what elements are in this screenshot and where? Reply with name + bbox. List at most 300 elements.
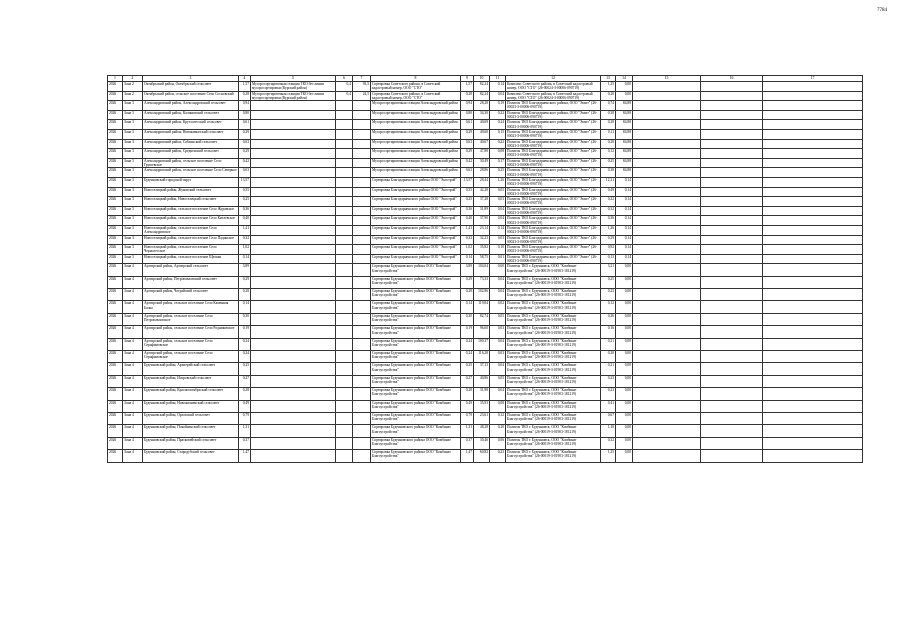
cell-zone: Зона 4: [123, 400, 143, 412]
cell-v10: 37,28: [474, 197, 490, 207]
cell-rec: Полигон ТКО Благодарненского района, ООО "Экзит" (26-00023-З-00006-090719): [506, 129, 601, 139]
cell-mun: Александровский район, Средненский сельсовет: [143, 149, 239, 159]
cell-fac: [251, 129, 336, 139]
cell-v14: 0,14: [616, 235, 633, 245]
cell-v9: 1,47: [461, 450, 474, 462]
table-row: [108, 412, 863, 424]
cell-dest: Сортировка Буденновского района ООО "Комбинат Благоустройства": [371, 301, 461, 313]
cell-v14: 0,00: [616, 425, 633, 437]
cell-year: 2026: [108, 313, 123, 325]
cell-v11: 0,05: [490, 313, 506, 325]
cell-empty: [701, 149, 763, 159]
cell-empty: [633, 139, 701, 149]
cell-v9: 0,42: [461, 158, 474, 168]
cell-v10: 37,90: [474, 216, 490, 226]
cell-c7: [353, 245, 371, 255]
cell-empty: [633, 168, 701, 178]
table-row: [108, 158, 863, 168]
cell-v11: 0,19: [490, 101, 506, 111]
cell-v11: 0,08: [490, 149, 506, 159]
cell-vol: 1,41: [239, 225, 251, 235]
cell-fac: [251, 338, 336, 350]
cell-year: 2026: [108, 450, 123, 462]
cell-v11: 1,26: [490, 177, 506, 187]
cell-v10: 96,60: [474, 326, 490, 338]
cell-empty: [701, 82, 763, 92]
cell-year: 2026: [108, 412, 123, 424]
cell-c6: [336, 254, 353, 264]
cell-v11: 0,24: [490, 120, 506, 130]
cell-year: 2026: [108, 301, 123, 313]
table-row: [108, 400, 863, 412]
cell-fac: [251, 351, 336, 363]
cell-v14: 0,00: [616, 301, 633, 313]
table-row: [108, 225, 863, 235]
column-header-5: 5: [251, 76, 336, 82]
cell-empty: [701, 168, 763, 178]
cell-v10: 60,82: [474, 450, 490, 462]
cell-dest: Сортировка Благодарненского района ООО "Экострой": [371, 177, 461, 187]
column-header-17: 17: [763, 76, 863, 82]
cell-empty: [701, 245, 763, 255]
cell-v9: 0,14: [461, 301, 474, 313]
cell-empty: [763, 110, 863, 120]
cell-v14: 84,88: [616, 129, 633, 139]
cell-empty: [763, 338, 863, 350]
cell-empty: [633, 425, 701, 437]
cell-empty: [633, 363, 701, 375]
cell-empty: [633, 82, 701, 92]
column-header-15: 15: [633, 76, 701, 82]
cell-rec: Полигон ТКО г. Буденновск, ООО "Комбинат Благоустройства" (26-00019-З-01903-181219): [506, 276, 601, 288]
cell-empty: [633, 206, 701, 216]
cell-c7: [353, 400, 371, 412]
cell-empty: [633, 149, 701, 159]
cell-mun: Новоселицкий район, сельское поселение Село Падинское: [143, 235, 239, 245]
cell-c6: [336, 187, 353, 197]
table-row: [108, 276, 863, 288]
cell-mun: Октябрьский район, сельское поселение Село Сосновский: [143, 91, 239, 101]
cell-empty: [763, 450, 863, 462]
cell-year: 2026: [108, 82, 123, 92]
cell-rec: Полигон ТКО Благодарненского района, ООО "Экзит" (26-00023-З-00006-090719): [506, 158, 601, 168]
cell-empty: [633, 412, 701, 424]
cell-vol: 0,24: [239, 351, 251, 363]
cell-c6: [336, 388, 353, 400]
cell-fac: [251, 437, 336, 449]
cell-empty: [763, 375, 863, 387]
cell-fac: [251, 216, 336, 226]
cell-empty: [701, 276, 763, 288]
cell-zone: Зона 4: [123, 338, 143, 350]
cell-empty: [701, 301, 763, 313]
cell-v11: 0,03: [490, 351, 506, 363]
cell-v13: 0,13: [601, 254, 616, 264]
column-header-9: 9: [461, 76, 474, 82]
cell-dest: Сортировка Благодарненского района ООО "Экострой": [371, 216, 461, 226]
cell-empty: [701, 412, 763, 424]
cell-empty: [701, 388, 763, 400]
cell-empty: [763, 168, 863, 178]
cell-v9: 0,37: [461, 437, 474, 449]
cell-vol: 0,32: [239, 235, 251, 245]
cell-year: 2026: [108, 388, 123, 400]
table-body: [108, 82, 863, 463]
cell-mun: Буденновский район, Прасковейский сельсовет: [143, 437, 239, 449]
table-row: [108, 235, 863, 245]
cell-c7: [353, 301, 371, 313]
table-row: [108, 289, 863, 301]
cell-empty: [701, 289, 763, 301]
cell-empty: [633, 276, 701, 288]
cell-v11: 0,04: [490, 91, 506, 101]
cell-c6: [336, 363, 353, 375]
cell-mun: Александровский район, Саблинский сельсовет: [143, 139, 239, 149]
cell-v10: 73,33: [474, 276, 490, 288]
cell-zone: Зона 4: [123, 313, 143, 325]
cell-v13: 0,23: [601, 388, 616, 400]
cell-empty: [633, 400, 701, 412]
cell-zone: Зона 4: [123, 425, 143, 437]
cell-rec: Полигон ТКО г. Буденновск, ООО "Комбинат Благоустройства" (26-00019-З-01903-181219): [506, 450, 601, 462]
cell-rec: Полигон ТКО г. Буденновск, ООО "Комбинат Благоустройства" (26-00019-З-01903-181219): [506, 313, 601, 325]
cell-empty: [763, 82, 863, 92]
cell-fac: [251, 289, 336, 301]
cell-empty: [633, 375, 701, 387]
column-header-14: 14: [616, 76, 633, 82]
cell-v14: 84,88: [616, 149, 633, 159]
cell-c7: [353, 351, 371, 363]
cell-c6: [336, 450, 353, 462]
cell-year: 2026: [108, 129, 123, 139]
table-row: [108, 197, 863, 207]
cell-mun: Арзгирский район, сельское поселение Село Петропавловское: [143, 313, 239, 325]
cell-year: 2026: [108, 351, 123, 363]
cell-v14: 0,00: [616, 276, 633, 288]
cell-dest: Сортировка Благодарненского района ООО "Экострой": [371, 197, 461, 207]
cell-rec: Полигон ТКО Благодарненского района, ООО "Экзит" (26-00023-З-00006-090719): [506, 168, 601, 178]
cell-mun: Новоселицкий район, сельское поселение Щелкан: [143, 254, 239, 264]
cell-c7: [353, 197, 371, 207]
cell-year: 2026: [108, 400, 123, 412]
cell-v13: 0,41: [601, 400, 616, 412]
cell-c6: [336, 400, 353, 412]
cell-v11: 0,05: [490, 375, 506, 387]
cell-vol: 0,80: [239, 110, 251, 120]
cell-dest: Мусоросортировочная станция Александровский район: [371, 101, 461, 111]
cell-c6: [336, 301, 353, 313]
cell-rec: Полигон ТКО Благодарненского района, ООО "Экзит" (26-00023-З-00006-090719): [506, 245, 601, 255]
cell-v13: 0,28: [601, 120, 616, 130]
cell-vol: 3,89: [239, 264, 251, 276]
cell-c7: [353, 338, 371, 350]
cell-v9: 1,57: [461, 82, 474, 92]
cell-vol: 0,25: [239, 197, 251, 207]
cell-empty: [763, 425, 863, 437]
cell-c6: [336, 276, 353, 288]
cell-v11: 0,04: [490, 289, 506, 301]
cell-c6: [336, 110, 353, 120]
cell-v10: 30,46: [474, 437, 490, 449]
cell-year: 2026: [108, 363, 123, 375]
cell-zone: Зона 4: [123, 301, 143, 313]
cell-empty: [701, 206, 763, 216]
cell-v13: 0,12: [601, 301, 616, 313]
cell-v13: 1,25: [601, 82, 616, 92]
cell-v14: 0,00: [616, 437, 633, 449]
cell-empty: [763, 120, 863, 130]
cell-zone: Зона 4: [123, 326, 143, 338]
column-header-11: 11: [490, 76, 506, 82]
cell-v9: 0,63: [461, 168, 474, 178]
cell-v11: 0,12: [490, 412, 506, 424]
cell-c6: [336, 101, 353, 111]
cell-fac: [251, 388, 336, 400]
cell-v9: 0,49: [461, 400, 474, 412]
cell-v14: 0,00: [616, 82, 633, 92]
cell-dest: Сортировка Буденновского района ООО "Комбинат Благоустройства": [371, 351, 461, 363]
cell-empty: [763, 129, 863, 139]
cell-mun: Буденновский район, Новожизненский сельсовет: [143, 400, 239, 412]
cell-fac: [251, 313, 336, 325]
column-header-8: 8: [371, 76, 461, 82]
cell-empty: [701, 264, 763, 276]
cell-v11: 0,03: [490, 197, 506, 207]
cell-v13: 0,21: [601, 338, 616, 350]
cell-year: 2026: [108, 375, 123, 387]
table-row: [108, 388, 863, 400]
cell-empty: [763, 412, 863, 424]
cell-v10: 31,98: [474, 388, 490, 400]
cell-v13: 0,49: [601, 187, 616, 197]
cell-c7: [353, 326, 371, 338]
cell-v9: 0,61: [461, 120, 474, 130]
cell-c7: 93,5: [353, 82, 371, 92]
cell-v10: 37,13: [474, 363, 490, 375]
cell-empty: [633, 225, 701, 235]
cell-v9: 0,24: [461, 338, 474, 350]
cell-empty: [763, 149, 863, 159]
cell-v14: 0,00: [616, 388, 633, 400]
cell-dest: Сортировка Благодарненского района ООО "Экострой": [371, 235, 461, 245]
cell-v13: 0,92: [601, 245, 616, 255]
cell-empty: [701, 326, 763, 338]
cell-v11: 0,02: [490, 301, 506, 313]
cell-c6: 0,4: [336, 82, 353, 92]
data-table-wrapper: [107, 75, 862, 463]
column-header-16: 16: [701, 76, 763, 82]
cell-zone: Зона 3: [123, 245, 143, 255]
cell-vol: 0,27: [239, 375, 251, 387]
cell-zone: Зона 3: [123, 225, 143, 235]
cell-year: 2026: [108, 254, 123, 264]
cell-year: 2026: [108, 168, 123, 178]
cell-rec: Полигон ТКО Благодарненского района, ООО "Экзит" (26-00023-З-00006-090719): [506, 149, 601, 159]
cell-fac: Мусоросортировочная станция ТКО без линии мусоросортировки (Курский район): [251, 91, 336, 101]
cell-fac: [251, 400, 336, 412]
cell-v13: 0,36: [601, 216, 616, 226]
cell-zone: Зона 4: [123, 289, 143, 301]
cell-v14: 84,88: [616, 101, 633, 111]
cell-v10: 47,88: [474, 149, 490, 159]
cell-mun: Новоселицкий район, Новоселицкий сельсовет: [143, 197, 239, 207]
cell-v13: 1,10: [601, 425, 616, 437]
cell-c7: [353, 225, 371, 235]
cell-v13: 0,38: [601, 110, 616, 120]
cell-vol: 0,37: [239, 437, 251, 449]
cell-v13: 12,31: [601, 177, 616, 187]
table-row: [108, 264, 863, 276]
cell-v11: 0,22: [490, 139, 506, 149]
cell-v13: 0,29: [601, 235, 616, 245]
cell-c7: [353, 313, 371, 325]
cell-empty: [763, 388, 863, 400]
cell-empty: [633, 338, 701, 350]
cell-vol: 0,28: [239, 388, 251, 400]
cell-c6: [336, 289, 353, 301]
cell-dest: Сортировка Благодарненского района ООО "Экострой": [371, 206, 461, 216]
cell-v9: 3,89: [461, 264, 474, 276]
table-row: [108, 177, 863, 187]
cell-fac: [251, 101, 336, 111]
cell-zone: Зона 4: [123, 437, 143, 449]
cell-vol: 0,61: [239, 120, 251, 130]
cell-dest: Сортировка Буденновского района ООО "Комбинат Благоустройства": [371, 437, 461, 449]
cell-c6: [336, 313, 353, 325]
cell-zone: Зона 3: [123, 120, 143, 130]
cell-rec: Полигон ТКО Благодарненского района, ООО "Экзит" (26-00023-З-00006-090719): [506, 101, 601, 111]
cell-zone: Зона 3: [123, 206, 143, 216]
cell-vol: 0,14: [239, 254, 251, 264]
cell-dest: Сортировка Буденновского района ООО "Комбинат Благоустройства": [371, 264, 461, 276]
cell-empty: [763, 326, 863, 338]
cell-fac: [251, 412, 336, 424]
cell-year: 2026: [108, 139, 123, 149]
cell-empty: [763, 158, 863, 168]
cell-v9: 0,14: [461, 254, 474, 264]
cell-fac: [251, 363, 336, 375]
cell-vol: 0,63: [239, 168, 251, 178]
cell-mun: Буденновский район, Краснооктябрьский сельсовет: [143, 388, 239, 400]
cell-c7: [353, 216, 371, 226]
cell-vol: 1,02: [239, 245, 251, 255]
cell-v13: 0,32: [601, 437, 616, 449]
cell-empty: [701, 139, 763, 149]
cell-v14: 0,00: [616, 338, 633, 350]
cell-rec: Полигон ТКО г. Буденновск, ООО "Комбинат Благоустройства" (26-00019-З-01903-181219): [506, 400, 601, 412]
cell-c6: [336, 129, 353, 139]
cell-mun: Александровский район, сельское поселение Село Грушевское: [143, 158, 239, 168]
cell-v13: 0,12: [601, 149, 616, 159]
cell-v9: 0,80: [461, 110, 474, 120]
cell-v11: 0,04: [490, 363, 506, 375]
cell-zone: Зона 4: [123, 264, 143, 276]
cell-empty: [763, 245, 863, 255]
cell-v10: 35,82: [474, 245, 490, 255]
table-row: [108, 338, 863, 350]
cell-rec: Полигон ТКО г. Буденновск, ООО "Комбинат Благоустройства" (26-00019-З-01903-181219): [506, 326, 601, 338]
cell-v11: 0,01: [490, 254, 506, 264]
cell-mun: Буденновский район, Архиерейский сельсовет: [143, 363, 239, 375]
cell-v14: 0,14: [616, 245, 633, 255]
cell-v14: 0,00: [616, 351, 633, 363]
cell-v10: 40,86: [474, 375, 490, 387]
cell-v11: 0,20: [490, 425, 506, 437]
cell-v14: 0,00: [616, 412, 633, 424]
cell-v14: 84,88: [616, 168, 633, 178]
cell-empty: [763, 363, 863, 375]
table-row: [108, 245, 863, 255]
cell-v9: 0,28: [461, 289, 474, 301]
cell-vol: 0,30: [239, 313, 251, 325]
cell-vol: 0,14: [239, 301, 251, 313]
cell-rec: Полигон ТКО г. Буденновск, ООО "Комбинат Благоустройства" (26-00019-З-01903-181219): [506, 301, 601, 313]
cell-v13: 0,22: [601, 197, 616, 207]
cell-c7: [353, 139, 371, 149]
cell-empty: [763, 197, 863, 207]
cell-v14: 0,14: [616, 216, 633, 226]
cell-fac: [251, 225, 336, 235]
cell-c6: 0,4: [336, 91, 353, 101]
cell-dest: Сортировка Буденновского района ООО "Комбинат Благоустройства": [371, 276, 461, 288]
cell-year: 2026: [108, 289, 123, 301]
cell-rec: Полигон ТКО Благодарненского района, ООО "Экзит" (26-00023-З-00006-090719): [506, 139, 601, 149]
cell-v10: 119,84: [474, 301, 490, 313]
cell-year: 2026: [108, 264, 123, 276]
cell-year: 2026: [108, 276, 123, 288]
cell-zone: Зона 3: [123, 101, 143, 111]
table-row: [108, 326, 863, 338]
cell-mun: Буденновский район, Орловский сельсовет: [143, 412, 239, 424]
cell-c7: [353, 276, 371, 288]
cell-empty: [763, 216, 863, 226]
cell-vol: 1,47: [239, 450, 251, 462]
cell-vol: 0,42: [239, 158, 251, 168]
cell-v14: 0,14: [616, 187, 633, 197]
cell-v11: 0,25: [490, 168, 506, 178]
cell-zone: Зона 3: [123, 254, 143, 264]
cell-v14: 0,00: [616, 326, 633, 338]
column-header-12: 12: [506, 76, 601, 82]
cell-year: 2026: [108, 437, 123, 449]
cell-rec: Полигон ТКО г. Буденновск, ООО "Комбинат Благоустройства" (26-00019-З-01903-181219): [506, 388, 601, 400]
cell-empty: [701, 187, 763, 197]
cell-empty: [633, 313, 701, 325]
cell-dest: Мусоросортировочная станция Александровский район: [371, 158, 461, 168]
cell-mun: Александровский район, Круглолесский сельсовет: [143, 120, 239, 130]
cell-empty: [701, 363, 763, 375]
cell-c6: [336, 375, 353, 387]
table-row: [108, 101, 863, 111]
cell-v14: 0,00: [616, 363, 633, 375]
cell-v10: 82,24: [474, 91, 490, 101]
cell-c7: [353, 375, 371, 387]
cell-empty: [701, 313, 763, 325]
cell-empty: [633, 245, 701, 255]
cell-empty: [633, 254, 701, 264]
cell-fac: [251, 326, 336, 338]
cell-empty: [633, 158, 701, 168]
cell-mun: Новоселицкий район, сельское поселение Село Александровское: [143, 225, 239, 235]
cell-c7: [353, 425, 371, 437]
cell-year: 2026: [108, 245, 123, 255]
cell-zone: Зона 3: [123, 149, 143, 159]
cell-empty: [763, 206, 863, 216]
cell-empty: [701, 437, 763, 449]
cell-mun: Александровский район, Новокавказский сельсовет: [143, 129, 239, 139]
cell-vol: 0,19: [239, 326, 251, 338]
cell-fac: [251, 254, 336, 264]
